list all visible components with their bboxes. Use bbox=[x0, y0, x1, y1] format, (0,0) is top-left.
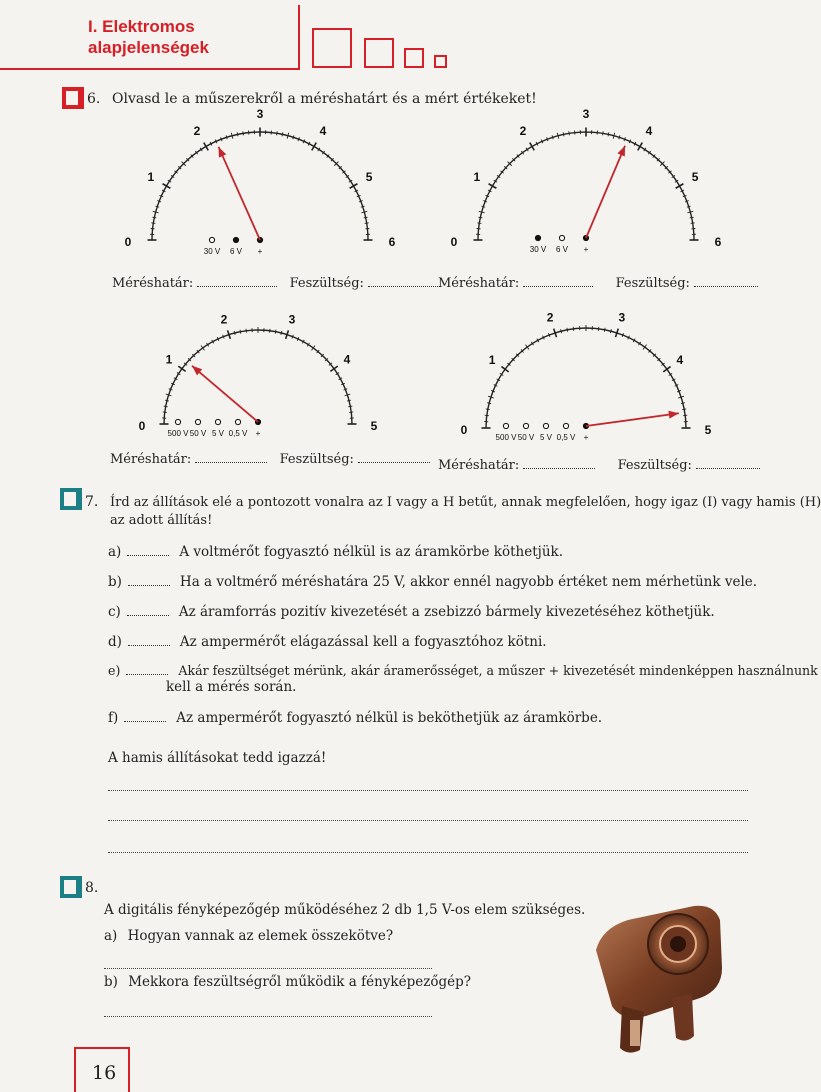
needle-arrowhead bbox=[219, 147, 227, 158]
scale-tick bbox=[275, 330, 276, 334]
scale-arc bbox=[152, 132, 368, 240]
range-blank[interactable] bbox=[523, 276, 593, 287]
terminal-dot bbox=[235, 419, 240, 424]
statement-c bbox=[108, 604, 715, 620]
answer-line-meter-3 bbox=[110, 452, 430, 467]
header-square-2 bbox=[364, 38, 394, 68]
scale-tick bbox=[481, 206, 485, 207]
scale-tick bbox=[155, 206, 159, 207]
terminal-label: + bbox=[255, 429, 261, 438]
scale-label: 3 bbox=[618, 310, 626, 325]
correction-line-2[interactable] bbox=[108, 820, 748, 821]
sub-label: a) bbox=[104, 928, 118, 944]
scale-tick bbox=[687, 206, 691, 207]
terminal-label: 0,5 V bbox=[228, 429, 248, 438]
header-square-1 bbox=[312, 28, 352, 68]
scale-tick bbox=[226, 135, 227, 139]
scale-tick bbox=[204, 143, 209, 151]
terminal-label: 500 V bbox=[495, 433, 517, 442]
scale-tick bbox=[478, 217, 482, 218]
scale-label: 3 bbox=[256, 107, 264, 121]
scale-tick bbox=[330, 366, 337, 371]
statement-label: e) bbox=[108, 663, 121, 678]
scale-tick bbox=[681, 403, 685, 404]
question-marker-8 bbox=[60, 876, 82, 898]
sub-text: Mekkora feszültségről működik a fényképezőgép? bbox=[128, 974, 471, 990]
scale-tick bbox=[152, 217, 156, 218]
terminal-label: 50 V bbox=[517, 433, 535, 442]
scale-tick bbox=[561, 329, 562, 333]
question-text-7-line1: Írd az állítások elé a pontozott vonalra az I vagy a H betűt, annak megfelelően, hogy igaz (I) vagy hamis (H) bbox=[110, 495, 821, 510]
scale-tick bbox=[270, 329, 271, 333]
needle bbox=[586, 413, 679, 426]
needle-arrowhead bbox=[617, 146, 625, 157]
voltmeter-4 bbox=[460, 310, 712, 446]
terminal-dot bbox=[535, 235, 540, 240]
scale-label: 3 bbox=[582, 107, 590, 121]
scale-tick bbox=[619, 135, 620, 139]
scale-tick bbox=[598, 327, 599, 331]
correction-line-3[interactable] bbox=[108, 852, 748, 853]
page-number-top-border bbox=[74, 1047, 130, 1049]
scale-tick bbox=[281, 331, 282, 335]
question-text-7-line2: az adott állítás! bbox=[110, 513, 213, 528]
voltage-blank[interactable] bbox=[358, 452, 430, 463]
terminal-label: 0,5 V bbox=[556, 433, 576, 442]
scale-label: 6 bbox=[388, 235, 396, 249]
page-number-left-border bbox=[74, 1047, 76, 1092]
scale-label: 2 bbox=[546, 310, 554, 325]
scale-tick bbox=[164, 406, 168, 407]
scale-tick bbox=[610, 329, 611, 333]
scale-tick bbox=[690, 217, 694, 218]
needle bbox=[586, 146, 625, 238]
question-number-7: 7. bbox=[85, 494, 99, 510]
scale-label: 4 bbox=[343, 352, 351, 367]
scale-tick bbox=[638, 143, 643, 151]
scale-tick bbox=[312, 143, 317, 151]
answer-line-meter-4 bbox=[438, 458, 760, 473]
statement-a bbox=[108, 544, 563, 560]
scale-label: 4 bbox=[319, 123, 327, 138]
scale-label: 1 bbox=[147, 170, 155, 184]
scale-tick bbox=[348, 406, 352, 407]
correction-line-1[interactable] bbox=[108, 790, 748, 791]
answer-blank[interactable] bbox=[126, 664, 168, 675]
scale-tick bbox=[608, 132, 609, 136]
statement-label: b) bbox=[108, 574, 122, 590]
range-label: Méréshatár: bbox=[438, 458, 520, 473]
scale-tick bbox=[350, 184, 358, 189]
scale-tick bbox=[178, 366, 185, 371]
camera-illustration bbox=[582, 898, 732, 1058]
needle-arrowhead bbox=[668, 411, 678, 419]
scale-tick bbox=[676, 184, 684, 189]
voltmeter-1 bbox=[124, 107, 396, 263]
chapter-title-line1: I. Elektromos bbox=[88, 17, 195, 36]
statement-e bbox=[108, 662, 818, 696]
statement-label: d) bbox=[108, 634, 122, 650]
scale-tick bbox=[682, 409, 686, 410]
answer-blank[interactable] bbox=[128, 575, 170, 586]
scale-tick bbox=[234, 331, 235, 335]
scale-tick bbox=[603, 131, 604, 135]
scale-label: 4 bbox=[676, 352, 684, 367]
scale-label: 0 bbox=[450, 235, 458, 249]
statement-b bbox=[108, 574, 757, 590]
scale-tick bbox=[282, 132, 283, 136]
question-text-8: A digitális fényképezőgép működéséhez 2 db 1,5 V-os elem szükséges. bbox=[104, 902, 586, 918]
statement-text: Az áramforrás pozitív kivezetését a zsebizzó bármely kivezetéséhez köthetjük. bbox=[178, 604, 715, 620]
header-square-3 bbox=[404, 48, 424, 68]
statement-text: Ha a voltmérő méréshatára 25 V, akkor ennél nagyobb értéket nem mérhetünk vele. bbox=[179, 574, 758, 590]
scale-label: 2 bbox=[519, 123, 527, 138]
scale-tick bbox=[243, 131, 244, 135]
voltage-blank[interactable] bbox=[368, 276, 440, 287]
scale-tick bbox=[567, 328, 568, 332]
scale-label: 1 bbox=[165, 352, 173, 367]
scale-tick bbox=[573, 327, 574, 331]
scale-label: 5 bbox=[704, 423, 712, 437]
answer-line-a[interactable] bbox=[104, 968, 432, 969]
terminal-label: + bbox=[583, 433, 589, 442]
question-text-7 bbox=[110, 494, 821, 530]
scale-tick bbox=[552, 135, 553, 139]
scale-label: 0 bbox=[460, 423, 468, 437]
scale-tick bbox=[485, 415, 489, 416]
answer-blank[interactable] bbox=[127, 545, 169, 556]
terminal-label: 6 V bbox=[229, 247, 243, 256]
terminal-label: 5 V bbox=[211, 429, 225, 438]
answer-line-meter-2 bbox=[438, 276, 758, 291]
statement-text: Akár feszültséget mérünk, akár áramerősséget, a műszer + kivezetését mindenképpen használnunk bbox=[178, 663, 818, 678]
range-blank[interactable] bbox=[195, 452, 267, 463]
header-underline bbox=[0, 68, 300, 70]
scale-label: 4 bbox=[645, 123, 653, 138]
terminal-dot bbox=[215, 419, 220, 424]
scale-tick bbox=[569, 131, 570, 135]
voltmeter-3 bbox=[140, 312, 380, 444]
scale-tick bbox=[240, 330, 241, 334]
chapter-title-line2: alapjelenségek bbox=[88, 38, 209, 57]
sub-question-a bbox=[104, 928, 393, 944]
page-number-right-border bbox=[128, 1047, 130, 1092]
scale-tick bbox=[604, 328, 605, 332]
statement-text: Az ampermérőt fogyasztó nélkül is beköthetjük az áramkörbe. bbox=[176, 710, 603, 726]
scale-label: 1 bbox=[473, 170, 481, 184]
scale-arc bbox=[164, 330, 352, 424]
header-square-4 bbox=[434, 55, 447, 68]
terminal-label: 5 V bbox=[539, 433, 553, 442]
scale-arc bbox=[486, 328, 686, 428]
scale-tick bbox=[246, 329, 247, 333]
scale-tick bbox=[277, 131, 278, 135]
range-label: Méréshatár: bbox=[112, 276, 194, 291]
answer-line-b[interactable] bbox=[104, 1016, 432, 1017]
scale-tick bbox=[489, 184, 497, 189]
scale-tick bbox=[163, 184, 171, 189]
scale-label: 3 bbox=[288, 312, 296, 327]
terminal-dot bbox=[503, 423, 508, 428]
scale-tick bbox=[683, 415, 687, 416]
voltage-blank[interactable] bbox=[694, 276, 758, 287]
range-label: Méréshatár: bbox=[110, 452, 192, 467]
voltage-label: Feszültség: bbox=[617, 458, 692, 473]
scale-tick bbox=[486, 409, 490, 410]
correction-prompt: A hamis állításokat tedd igazzá! bbox=[108, 750, 327, 766]
scale-tick bbox=[563, 132, 564, 136]
terminal-label: 50 V bbox=[189, 429, 207, 438]
voltage-label: Feszültség: bbox=[615, 276, 690, 291]
scale-label: 0 bbox=[138, 419, 146, 433]
terminal-dot bbox=[209, 237, 214, 242]
statement-label: c) bbox=[108, 604, 121, 620]
statement-text: A voltmérőt fogyasztó nélkül is az áramkörbe köthetjük. bbox=[179, 544, 563, 560]
terminal-label: 30 V bbox=[529, 245, 547, 254]
terminal-label: 500 V bbox=[167, 429, 189, 438]
scale-label: 5 bbox=[370, 419, 378, 433]
chapter-title bbox=[88, 16, 209, 58]
statement-text: Az ampermérőt elágazással kell a fogyasztóhoz kötni. bbox=[179, 634, 547, 650]
terminal-dot bbox=[195, 419, 200, 424]
question-marker-7 bbox=[60, 488, 82, 510]
scale-label: 5 bbox=[691, 170, 699, 184]
terminal-dot bbox=[563, 423, 568, 428]
statement-d bbox=[108, 634, 547, 650]
answer-blank[interactable] bbox=[128, 635, 170, 646]
header-divider bbox=[298, 5, 300, 70]
voltage-label: Feszültség: bbox=[279, 452, 354, 467]
scale-label: 2 bbox=[220, 312, 228, 327]
terminal-label: 6 V bbox=[555, 245, 569, 254]
scale-tick bbox=[163, 412, 167, 413]
scale-tick bbox=[501, 367, 508, 372]
voltmeter-2 bbox=[450, 107, 722, 261]
scale-tick bbox=[477, 223, 481, 224]
statement-f bbox=[108, 710, 602, 726]
sub-text: Hogyan vannak az elemek összekötve? bbox=[127, 928, 394, 944]
terminal-label: + bbox=[583, 245, 589, 254]
voltage-label: Feszültség: bbox=[289, 276, 364, 291]
scale-label: 6 bbox=[714, 235, 722, 249]
page-number: 16 bbox=[92, 1062, 117, 1084]
scale-tick bbox=[691, 223, 695, 224]
voltage-blank[interactable] bbox=[696, 458, 760, 469]
needle bbox=[219, 147, 260, 240]
scale-label: 0 bbox=[124, 235, 132, 249]
question-text-6: Olvasd le a műszerekről a méréshatárt és a mért értékeket! bbox=[112, 91, 537, 107]
question-marker-6 bbox=[62, 87, 84, 109]
terminal-dot bbox=[523, 423, 528, 428]
scale-arc bbox=[478, 132, 694, 240]
range-label: Méréshatár: bbox=[438, 276, 520, 291]
statement-text-cont: kell a mérés során. bbox=[166, 679, 297, 695]
statement-label: a) bbox=[108, 544, 122, 560]
sub-question-b bbox=[104, 974, 471, 990]
range-blank[interactable] bbox=[197, 276, 277, 287]
scale-label: 1 bbox=[488, 352, 496, 367]
terminal-label: 30 V bbox=[203, 247, 221, 256]
answer-blank[interactable] bbox=[127, 605, 169, 616]
scale-tick bbox=[530, 143, 535, 151]
question-number-6: 6. bbox=[87, 91, 101, 107]
answer-line-meter-1 bbox=[112, 276, 440, 291]
statement-label: f) bbox=[108, 710, 119, 726]
terminal-dot bbox=[175, 419, 180, 424]
scale-tick bbox=[151, 223, 155, 224]
scale-tick bbox=[165, 400, 169, 401]
terminal-dot bbox=[543, 423, 548, 428]
scale-tick bbox=[365, 223, 369, 224]
answer-blank[interactable] bbox=[124, 711, 166, 722]
scale-tick bbox=[663, 367, 670, 372]
scale-tick bbox=[347, 400, 351, 401]
scale-tick bbox=[349, 412, 353, 413]
scale-tick bbox=[361, 206, 365, 207]
needle bbox=[192, 366, 258, 422]
terminal-label: + bbox=[257, 247, 263, 256]
scale-label: 2 bbox=[193, 123, 201, 138]
scale-tick bbox=[487, 403, 491, 404]
terminal-dot bbox=[233, 237, 238, 242]
sub-label: b) bbox=[104, 974, 118, 990]
scale-label: 5 bbox=[365, 170, 373, 184]
scale-tick bbox=[364, 217, 368, 218]
scale-tick bbox=[293, 135, 294, 139]
scale-tick bbox=[237, 132, 238, 136]
terminal-dot bbox=[559, 235, 564, 240]
range-blank[interactable] bbox=[523, 458, 595, 469]
question-number-8: 8. bbox=[85, 880, 99, 896]
